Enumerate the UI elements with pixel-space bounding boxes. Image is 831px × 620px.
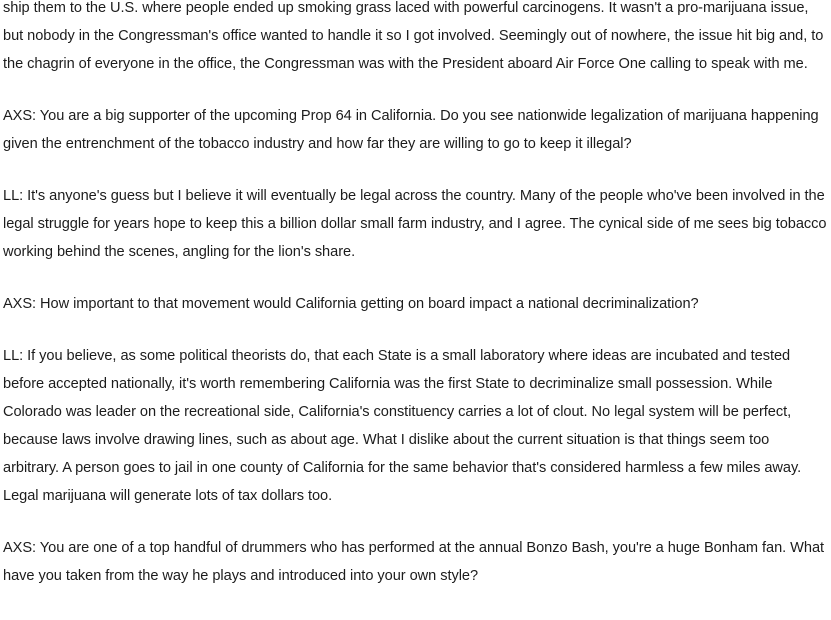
- paragraph-answer-intro: ship them to the U.S. where people ended up smoking grass laced with powerful carcinogens. It wasn't a pro-marijuana issue, but nobody in the Congressman's office wanted to handle it so I got involved. Seemingly out of nowhere, the issue hit big and, to the chagrin of everyone in the office, the Congressman was with the President aboard Air Force One calling to speak with me.: [3, 0, 824, 72]
- paragraph-answer-legal: LL: It's anyone's guess but I believe it will eventually be legal across the country. Many of the people who've been involved in the legal struggle for years hope to keep this a billion dollar small farm industry, and I agree. The cynical side of me sees big tobacco working behind the scenes, angling for the lion's share.: [3, 188, 827, 260]
- paragraph-answer-states: LL: If you believe, as some political theorists do, that each State is a small laboratory where ideas are incubated and tested before accepted nationally, it's worth remembering California was the first State to decriminalize small possession. While Colorado was leader on the recreational side, California's constituency carries a lot of clout. No legal system will be perfect, because laws involve drawing lines, such as about age. What I dislike about the current situation is that things seem too arbitrary. A person goes to jail in one county of California for the same behavior that's considered harmless a few miles away. Legal marijuana will generate lots of tax dollars too.: [3, 348, 802, 504]
- article-body: [3, 0, 829, 614]
- paragraph-question-prop64: AXS: You are a big supporter of the upcoming Prop 64 in California. Do you see nationwide legalization of marijuana happening given the entrenchment of the tobacco industry and how far they are willing to go to keep it illegal?: [3, 108, 819, 152]
- paragraph-question-bonham: AXS: You are one of a top handful of drummers who has performed at the annual Bonzo Bash, you're a huge Bonham fan. What have you taken from the way he plays and introduced into your own style?: [3, 540, 825, 584]
- paragraph-question-california: AXS: How important to that movement would California getting on board impact a national decriminalization?: [3, 296, 699, 312]
